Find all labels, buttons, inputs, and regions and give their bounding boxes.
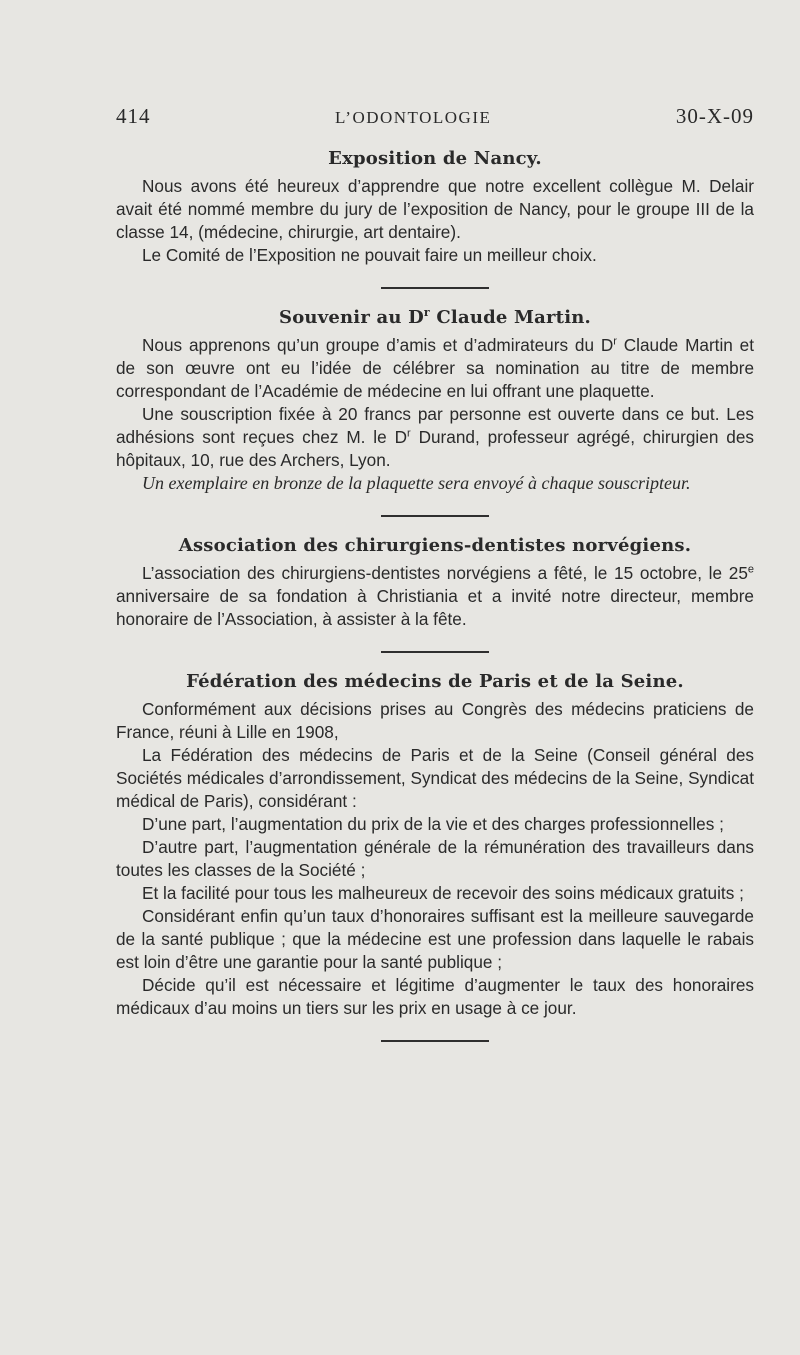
title-text: Souvenir au D	[279, 307, 424, 328]
section-divider	[381, 515, 489, 517]
paragraph: Et la facilité pour tous les malheureux de recevoir des soins médicaux gratuits ;	[142, 883, 744, 903]
section-divider	[381, 651, 489, 653]
paragraph: Le Comité de l’Exposition ne pouvait faire un meilleur choix.	[142, 245, 597, 265]
paragraph: D’une part, l’augmentation du prix de la vie et des charges professionnelles ;	[142, 814, 724, 834]
section-title-souvenir-claude-martin	[116, 307, 754, 328]
running-head	[116, 104, 754, 134]
text: Durand, professeur agrégé, chirurgien des hôpitaux, 10, rue des Archers, Lyon.	[116, 427, 754, 470]
paragraph: La Fédération des médecins de Paris et de la Seine (Conseil général des Sociétés médicales d’arrondissement, Syndicat des médecins de la Seine, Syndicat médical de Paris), considérant :	[116, 745, 754, 811]
text: Une souscription fixée à 20 francs par personne est ouverte dans ce but. Les adhésions sont reçues chez M. le D	[116, 404, 754, 447]
superscript: r	[613, 335, 617, 348]
paragraph: Nous avons été heureux d’apprendre que notre excellent collègue M. Delair avait été nommé membre du jury de l’exposition de Nancy, pour le groupe III de la classe 14, (médecine, chirurgie, art dentaire).	[116, 176, 754, 242]
section-title-federation-medecins: Fédération des médecins de Paris et de la Seine.	[186, 671, 684, 692]
paragraph	[116, 562, 754, 631]
page-number: 414	[116, 104, 151, 128]
paragraph: D’autre part, l’augmentation générale de la rémunération des travailleurs dans toutes les classes de la Société ;	[116, 837, 754, 880]
paragraph: Considérant enfin qu’un taux d’honoraires suffisant est la meilleure sauvegarde de la santé publique ; que la médecine est une profession dans laquelle le rabais est loin d’être une garantie pour la santé publique ;	[116, 906, 754, 972]
section-title-association-norvegiens: Association des chirurgiens-dentistes norvégiens.	[178, 535, 692, 556]
text: anniversaire de sa fondation à Christiania et a invité notre directeur, membre honoraire de l’Association, à assister à la fête.	[116, 586, 754, 629]
title-text: Claude Martin.	[429, 307, 591, 328]
paragraph-italic: Un exemplaire en bronze de la plaquette sera envoyé à chaque souscripteur.	[142, 473, 691, 493]
superscript: e	[747, 563, 754, 576]
paragraph: Décide qu’il est nécessaire et légitime d’augmenter le taux des honoraires médicaux d’au moins un tiers sur les prix en usage à ce jour.	[116, 975, 754, 1018]
title-superscript: r	[423, 306, 430, 319]
paragraph: Conformément aux décisions prises au Congrès des médecins praticiens de France, réuni à Lille en 1908,	[116, 699, 754, 742]
text: Nous apprenons qu’un groupe d’amis et d’admirateurs du D	[142, 335, 614, 355]
issue-date: 30-X-09	[675, 104, 754, 128]
section-divider	[381, 1040, 489, 1042]
superscript: r	[407, 427, 411, 440]
section-divider	[381, 287, 489, 289]
journal-title: L’ODONTOLOGIE	[334, 108, 492, 127]
paragraph	[116, 403, 754, 472]
text: L’association des chirurgiens-dentistes norvégiens a fêté, le 15 octobre, le 25	[142, 563, 748, 583]
text: Claude Martin et de son œuvre ont eu l’idée de célébrer sa nomination au titre de membre correspondant de l’Académie de médecine en lui offrant une plaquette.	[116, 335, 754, 401]
section-title-exposition-nancy: Exposition de Nancy.	[328, 148, 542, 169]
paragraph	[116, 334, 754, 403]
